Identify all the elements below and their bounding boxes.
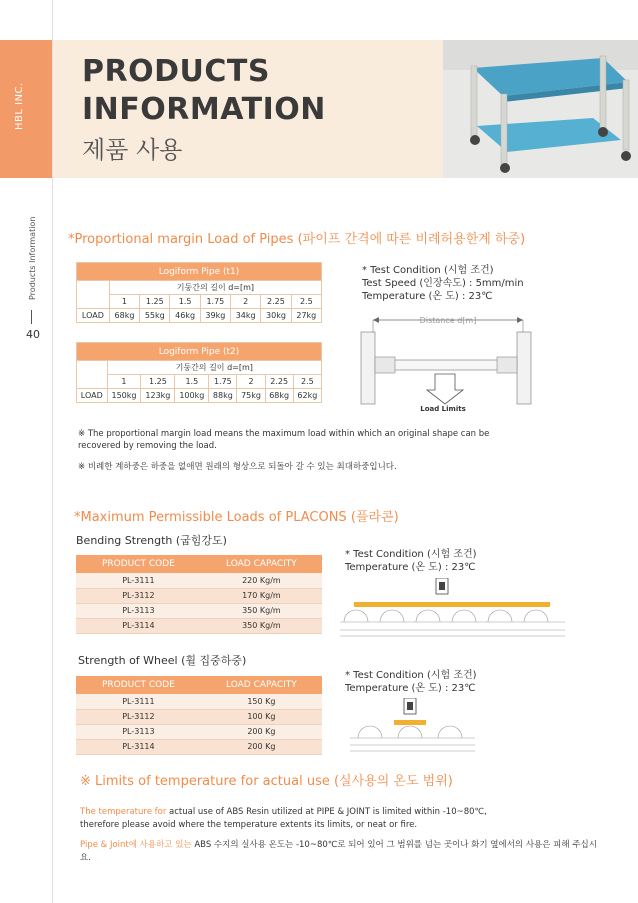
load-cell: 27kg bbox=[291, 309, 321, 323]
distance-cell: 1 bbox=[107, 375, 141, 389]
load-cell: 39kg bbox=[200, 309, 230, 323]
pipe-table-t2-axis: 기둥간의 길이 d=[m] bbox=[107, 361, 321, 375]
wheel-title: Strength of Wheel (휠 집중하중) bbox=[78, 654, 247, 667]
load-capacity: 200 Kg bbox=[201, 724, 322, 739]
pipe-note-kr: ※ 비례한 계하중은 하중을 없애면 원래의 형상으로 되돌아 갈 수 있는 최대하중입니다. bbox=[78, 462, 397, 472]
product-code: PL-3111 bbox=[76, 694, 201, 709]
brand-label: HBL INC. bbox=[14, 82, 25, 130]
table-row bbox=[76, 724, 322, 739]
product-code: PL-3114 bbox=[76, 618, 201, 633]
pipe-table-t1 bbox=[76, 262, 322, 323]
load-cell: 34kg bbox=[231, 309, 261, 323]
pipe-table-t2 bbox=[76, 342, 322, 403]
distance-cell: 1.75 bbox=[209, 375, 237, 389]
product-code: PL-3113 bbox=[76, 724, 201, 739]
load-cell: 55kg bbox=[140, 309, 170, 323]
distance-cell: 2.25 bbox=[265, 375, 293, 389]
page-title-line2: INFORMATION bbox=[82, 92, 326, 127]
load-capacity: 170 Kg/m bbox=[201, 588, 322, 603]
load-cell: 46kg bbox=[170, 309, 200, 323]
load-capacity: 150 Kg bbox=[201, 694, 322, 709]
product-code: PL-3114 bbox=[76, 739, 201, 754]
distance-cell: 1.25 bbox=[140, 295, 170, 309]
product-code: PL-3112 bbox=[76, 709, 201, 724]
table-row bbox=[76, 573, 322, 588]
temperature-body-en: actual use of ABS Resin utilized at PIPE & JOINT is limited within -10~80℃, therefore please avoid where the temperature extents its limits, or neat or fire. bbox=[80, 807, 487, 830]
temperature-text-kr bbox=[80, 839, 600, 865]
load-row-label: LOAD bbox=[77, 389, 108, 403]
table-row bbox=[76, 694, 322, 709]
condition-line: Temperature (온 도) : 23℃ bbox=[362, 291, 493, 302]
distance-cell: 1 bbox=[109, 295, 139, 309]
condition-line: Temperature (온 도) : 23℃ bbox=[345, 562, 476, 573]
distance-cell: 1.75 bbox=[200, 295, 230, 309]
wheel-test-condition bbox=[345, 669, 477, 695]
table-corner-cell bbox=[77, 361, 108, 389]
temperature-text-en bbox=[80, 806, 520, 832]
load-cell: 62kg bbox=[293, 389, 321, 403]
placons-heading: *Maximum Permissible Loads of PLACONS (플라콘) bbox=[74, 510, 399, 525]
load-cell: 68kg bbox=[265, 389, 293, 403]
load-capacity: 100 Kg bbox=[201, 709, 322, 724]
product-code: PL-3112 bbox=[76, 588, 201, 603]
section-divider bbox=[31, 310, 32, 324]
load-capacity: 200 Kg bbox=[201, 739, 322, 754]
table-row bbox=[76, 709, 322, 724]
load-cell: 30kg bbox=[261, 309, 291, 323]
load-capacity: 350 Kg/m bbox=[201, 603, 322, 618]
col-load-capacity: LOAD CAPACITY bbox=[201, 555, 322, 573]
distance-cell: 2.25 bbox=[261, 295, 291, 309]
distance-cell: 1.5 bbox=[175, 375, 209, 389]
product-code: PL-3111 bbox=[76, 573, 201, 588]
pipe-table-t2-title: Logiform Pipe (t2) bbox=[77, 343, 322, 361]
page-title-line1: PRODUCTS bbox=[82, 54, 270, 89]
load-capacity: 350 Kg/m bbox=[201, 618, 322, 633]
condition-line: * Test Condition (시험 조건) bbox=[345, 549, 477, 560]
table-row bbox=[76, 618, 322, 633]
load-cell: 123kg bbox=[141, 389, 175, 403]
pipe-load-diagram bbox=[355, 310, 535, 415]
load-cell: 150kg bbox=[107, 389, 141, 403]
load-cell: 75kg bbox=[237, 389, 265, 403]
bending-title: Bending Strength (굽힘강도) bbox=[76, 534, 227, 547]
temperature-lead-kr: Pipe & Joint에 사용하고 있는 bbox=[80, 840, 192, 850]
distance-cell: 2 bbox=[237, 375, 265, 389]
load-cell: 100kg bbox=[175, 389, 209, 403]
section-label: Products Information bbox=[28, 216, 37, 300]
load-capacity: 220 Kg/m bbox=[201, 573, 322, 588]
product-code: PL-3113 bbox=[76, 603, 201, 618]
table-row bbox=[76, 603, 322, 618]
page-number: 40 bbox=[26, 328, 40, 341]
temperature-body-kr: ABS 수지의 실사용 온도는 -10~80℃로 되어 있어 그 범위를 넘는 곳이나 화기 옆에서의 사용은 피해 주십시요. bbox=[80, 840, 597, 863]
wheel-test-diagram bbox=[350, 698, 480, 753]
distance-cell: 2.5 bbox=[293, 375, 321, 389]
distance-cell: 1.25 bbox=[141, 375, 175, 389]
bending-table bbox=[76, 555, 322, 634]
load-row-label: LOAD bbox=[77, 309, 110, 323]
col-product-code: PRODUCT CODE bbox=[76, 676, 201, 694]
pipe-table-t1-title: Logiform Pipe (t1) bbox=[77, 263, 322, 281]
temperature-lead-en: The temperature for bbox=[80, 807, 167, 817]
page-title-korean: 제품 사용 bbox=[82, 136, 183, 164]
bending-test-diagram bbox=[340, 578, 565, 640]
distance-cell: 1.5 bbox=[170, 295, 200, 309]
pipe-note-en: ※ The proportional margin load means the maximum load within which an original shape can be recovered by removing the load. bbox=[78, 429, 490, 451]
condition-line: * Test Condition (시험 조건) bbox=[362, 265, 494, 276]
table-row bbox=[76, 739, 322, 754]
distance-cell: 2.5 bbox=[291, 295, 321, 309]
table-corner-cell bbox=[77, 281, 110, 309]
distance-label: Distance d[m] bbox=[419, 316, 477, 325]
col-load-capacity: LOAD CAPACITY bbox=[201, 676, 322, 694]
wheel-table bbox=[76, 676, 322, 755]
pipe-table-t1-axis: 기둥간의 길이 d=[m] bbox=[109, 281, 321, 295]
load-cell: 88kg bbox=[209, 389, 237, 403]
temperature-heading: ※ Limits of temperature for actual use (실사용의 온도 범위) bbox=[80, 774, 453, 789]
col-product-code: PRODUCT CODE bbox=[76, 555, 201, 573]
condition-line: * Test Condition (시험 조건) bbox=[345, 670, 477, 681]
load-cell: 68kg bbox=[109, 309, 139, 323]
table-row bbox=[76, 588, 322, 603]
pipes-heading: *Proportional margin Load of Pipes (파이프 간격에 따른 비례허용한계 하중) bbox=[68, 232, 526, 247]
sidebar-color-strip bbox=[0, 40, 52, 178]
condition-line: Temperature (온 도) : 23℃ bbox=[345, 683, 476, 694]
condition-line: Test Speed (인장속도) : 5mm/min bbox=[362, 278, 524, 289]
cart-product-photo bbox=[443, 40, 638, 178]
load-limits-label: Load Limits bbox=[420, 405, 466, 413]
bending-test-condition bbox=[345, 548, 477, 574]
distance-cell: 2 bbox=[231, 295, 261, 309]
pipe-test-condition bbox=[362, 264, 524, 303]
